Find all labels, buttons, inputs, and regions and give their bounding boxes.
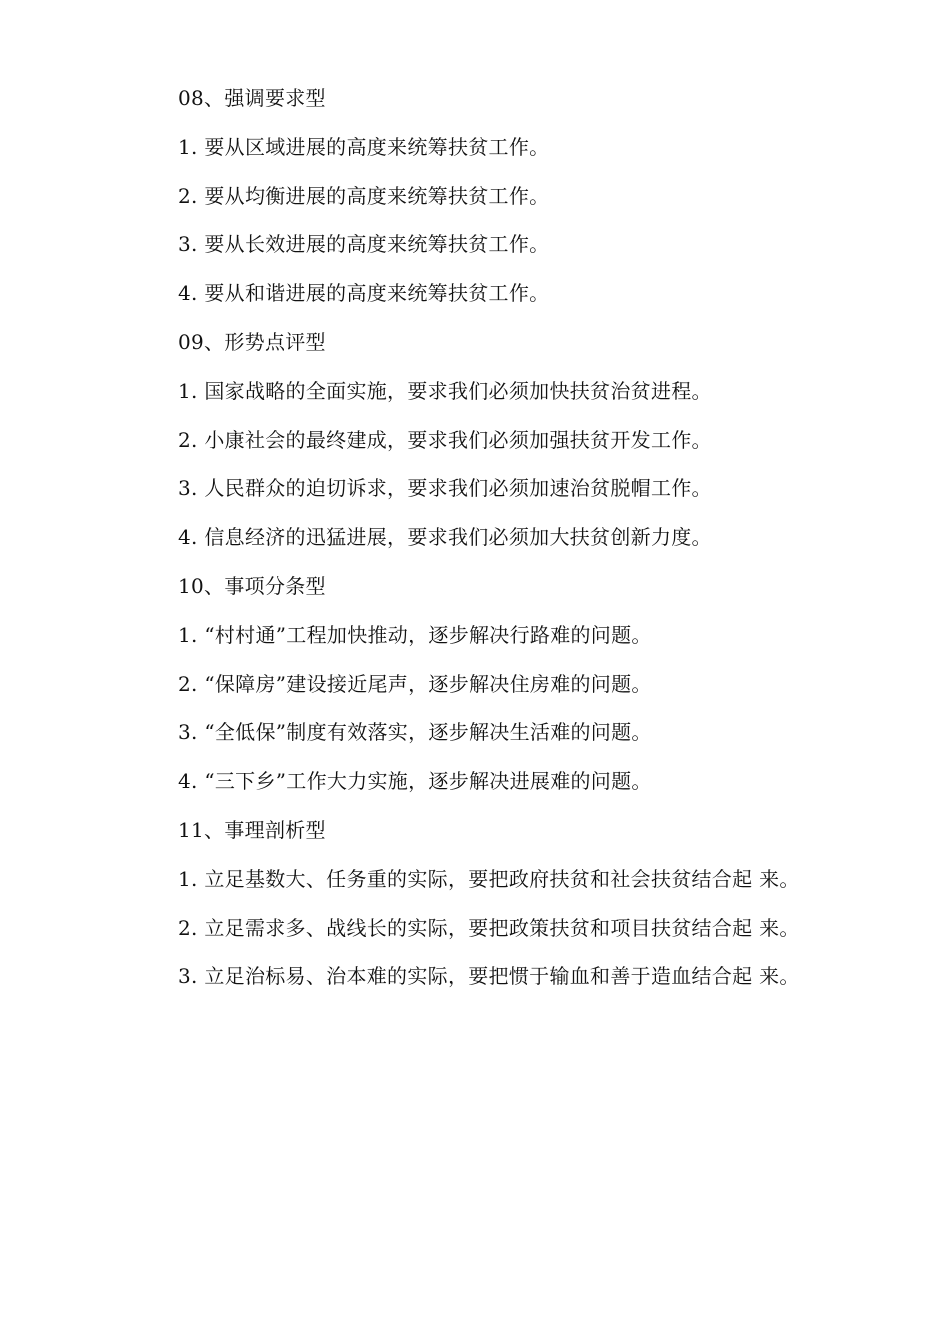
document-body [178,84,878,1011]
section-heading-08: 08、强调要求型 [178,86,326,110]
list-item: 4. 信息经济的迅猛进展，要求我们必须加大扶贫创新力度。 [178,525,712,550]
list-item: 3. 要从长效进展的高度来统筹扶贫工作。 [178,232,550,257]
list-item: 2. 要从均衡进展的高度来统筹扶贫工作。 [178,183,550,208]
list-item: 4. “三下乡”工作大力实施，逐步解决进展难的问题。 [178,769,652,794]
list-item: 1. “村村通”工程加快推动，逐步解决行路难的问题。 [178,622,652,647]
list-item: 2. “保障房”建设接近尾声，逐步解决住房难的问题。 [178,671,652,696]
list-item: 2. 小康社会的最终建成，要求我们必须加强扶贫开发工作。 [178,427,712,452]
list-item: 1. 国家战略的全面实施，要求我们必须加快扶贫治贫进程。 [178,378,712,403]
list-item: 3. 人民群众的迫切诉求，要求我们必须加速治贫脱帽工作。 [178,476,712,501]
list-item: 1. 立足基数大、任务重的实际，要把政府扶贫和社会扶贫结合起 来。 [178,866,800,891]
list-item: 3. “全低保”制度有效落实，逐步解决生活难的问题。 [178,720,652,745]
section-heading-11: 11、事理剖析型 [178,817,326,842]
list-item: 1. 要从区域进展的高度来统筹扶贫工作。 [178,134,550,159]
list-item: 2. 立足需求多、战线长的实际，要把政策扶贫和项目扶贫结合起 来。 [178,915,800,940]
section-heading-09: 09、形势点评型 [178,329,326,354]
section-heading-10: 10、事项分条型 [178,573,326,598]
list-item: 3. 立足治标易、治本难的实际，要把惯于输血和善于造血结合起 来。 [178,964,800,989]
list-item: 4. 要从和谐进展的高度来统筹扶贫工作。 [178,281,550,306]
